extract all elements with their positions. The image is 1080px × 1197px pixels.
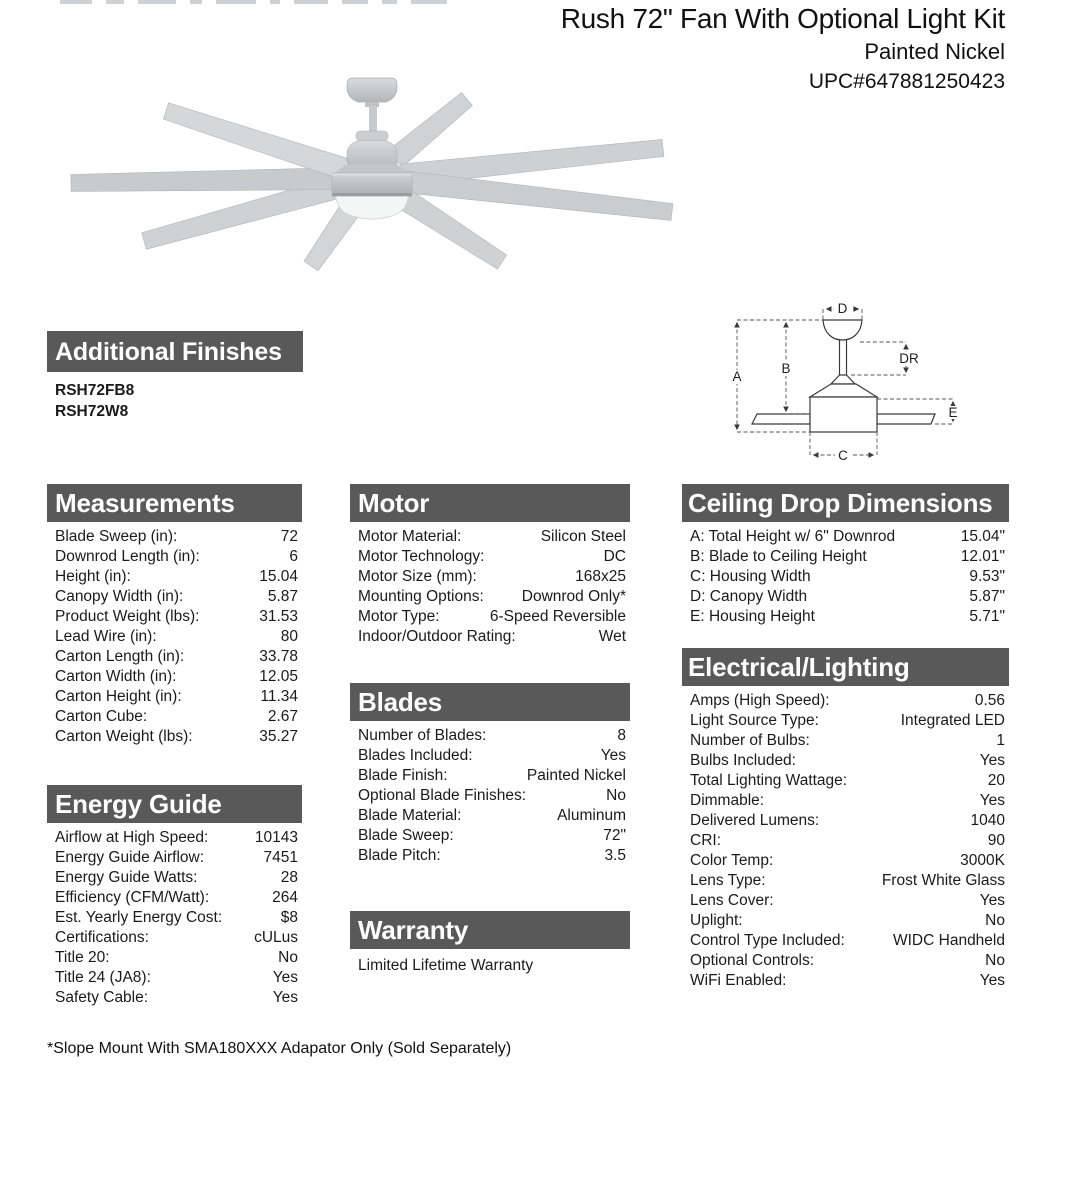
spec-label: Number of Blades: bbox=[358, 727, 487, 744]
logo-fragment bbox=[190, 0, 202, 4]
spec-value: 8 bbox=[617, 727, 626, 744]
spec-value: Wet bbox=[598, 628, 626, 645]
spec-row bbox=[682, 911, 1009, 931]
spec-row bbox=[47, 828, 302, 848]
spec-row bbox=[350, 627, 630, 647]
footnote: *Slope Mount With SMA180XXX Adapator Only (Sold Separately) bbox=[47, 1040, 512, 1057]
spec-row bbox=[47, 547, 302, 567]
spec-row bbox=[682, 971, 1009, 991]
spec-value: Yes bbox=[979, 792, 1005, 809]
spec-label: Blades Included: bbox=[358, 747, 473, 764]
section-motor bbox=[350, 484, 630, 647]
finish-model-number: RSH72FB8 bbox=[55, 382, 135, 399]
spec-row bbox=[47, 627, 302, 647]
section-header: Warranty bbox=[350, 911, 630, 949]
spec-row bbox=[682, 931, 1009, 951]
spec-value: 90 bbox=[987, 832, 1005, 849]
spec-row bbox=[682, 851, 1009, 871]
spec-value: 5.87 bbox=[267, 588, 298, 605]
spec-row bbox=[47, 908, 302, 928]
spec-label: WiFi Enabled: bbox=[690, 972, 787, 989]
spec-row bbox=[47, 527, 302, 547]
section-warranty bbox=[350, 911, 630, 976]
logo-fragment bbox=[216, 0, 256, 4]
spec-value: 168x25 bbox=[575, 568, 626, 585]
canopy bbox=[347, 78, 397, 102]
spec-label: Lens Cover: bbox=[690, 892, 774, 909]
spec-label: D: Canopy Width bbox=[690, 588, 808, 605]
spec-row bbox=[350, 766, 630, 786]
spec-row bbox=[682, 831, 1009, 851]
spec-value: 10143 bbox=[254, 829, 298, 846]
spec-row bbox=[350, 786, 630, 806]
spec-label: Airflow at High Speed: bbox=[55, 829, 209, 846]
spec-value: 12.05 bbox=[259, 668, 298, 685]
spec-row bbox=[350, 726, 630, 746]
spec-row bbox=[350, 587, 630, 607]
logo-fragment bbox=[138, 0, 176, 4]
spec-label: Title 24 (JA8): bbox=[55, 969, 151, 986]
spec-label: Motor Technology: bbox=[358, 548, 485, 565]
spec-rows bbox=[47, 522, 302, 747]
spec-rows bbox=[350, 721, 630, 866]
section-header: Electrical/Lighting bbox=[682, 648, 1009, 686]
spec-label: Lens Type: bbox=[690, 872, 766, 889]
section-electrical-lighting bbox=[682, 648, 1009, 991]
section-blades bbox=[350, 683, 630, 866]
spec-row bbox=[682, 547, 1009, 567]
logo-fragment bbox=[270, 0, 280, 4]
spec-value: Yes bbox=[979, 752, 1005, 769]
dim-label-e: E bbox=[948, 405, 958, 420]
spec-row bbox=[47, 928, 302, 948]
spec-value: No bbox=[606, 787, 626, 804]
spec-row bbox=[682, 711, 1009, 731]
product-photo-fan bbox=[55, 60, 680, 295]
section-ceiling-drop-dimensions bbox=[682, 484, 1009, 627]
spec-row bbox=[47, 667, 302, 687]
spec-label: Blade Pitch: bbox=[358, 847, 441, 864]
spec-label: E: Housing Height bbox=[690, 608, 815, 625]
spec-value: 15.04 bbox=[259, 568, 298, 585]
spec-row bbox=[47, 647, 302, 667]
spec-row bbox=[682, 811, 1009, 831]
spec-value: Yes bbox=[272, 969, 298, 986]
spec-row bbox=[350, 607, 630, 627]
spec-row bbox=[682, 951, 1009, 971]
spec-label: Delivered Lumens: bbox=[690, 812, 820, 829]
logo-fragment bbox=[106, 0, 124, 4]
spec-row bbox=[682, 527, 1009, 547]
drum-highlight bbox=[332, 174, 412, 176]
page-title: Rush 72" Fan With Optional Light Kit bbox=[560, 3, 1005, 34]
fan-blade bbox=[388, 93, 472, 168]
spec-label: Blade Material: bbox=[358, 807, 462, 824]
spec-row bbox=[350, 527, 630, 547]
spec-value: 3.5 bbox=[604, 847, 626, 864]
spec-row bbox=[682, 751, 1009, 771]
spec-value: $8 bbox=[280, 909, 298, 926]
spec-label: C: Housing Width bbox=[690, 568, 811, 585]
spec-value: 264 bbox=[272, 889, 298, 906]
spec-row bbox=[682, 771, 1009, 791]
spec-value: 6-Speed Reversible bbox=[489, 608, 626, 625]
spec-label: Carton Cube: bbox=[55, 708, 148, 725]
fan-blade bbox=[163, 103, 347, 179]
logo-fragment bbox=[382, 0, 397, 4]
spec-value: 72" bbox=[603, 827, 626, 844]
spec-rows bbox=[47, 823, 302, 1008]
spec-row bbox=[682, 871, 1009, 891]
spec-label: Motor Material: bbox=[358, 528, 462, 545]
spec-row bbox=[47, 848, 302, 868]
dim-label-dr: DR bbox=[899, 351, 919, 366]
spec-row bbox=[47, 968, 302, 988]
spec-row bbox=[47, 868, 302, 888]
spec-row bbox=[682, 587, 1009, 607]
spec-row bbox=[47, 587, 302, 607]
spec-row bbox=[682, 791, 1009, 811]
spec-value: Yes bbox=[272, 989, 298, 1006]
spec-label: Color Temp: bbox=[690, 852, 774, 869]
spec-row bbox=[47, 727, 302, 747]
logo-fragment bbox=[411, 0, 447, 4]
section-header: Additional Finishes bbox=[47, 331, 303, 372]
logo-fragment bbox=[342, 0, 368, 4]
spec-row bbox=[682, 607, 1009, 627]
section-header: Motor bbox=[350, 484, 630, 522]
spec-value: 20 bbox=[987, 772, 1005, 789]
diagram-blade-left bbox=[752, 414, 810, 424]
upc-code: UPC#647881250423 bbox=[808, 70, 1005, 93]
spec-row bbox=[47, 567, 302, 587]
spec-label: Energy Guide Airflow: bbox=[55, 849, 205, 866]
spec-row bbox=[47, 988, 302, 1008]
spec-value: Downrod Only* bbox=[521, 588, 626, 605]
spec-label: CRI: bbox=[690, 832, 721, 849]
light-ring bbox=[332, 193, 412, 197]
spec-label: Dimmable: bbox=[690, 792, 765, 809]
warranty-text: Limited Lifetime Warranty bbox=[358, 957, 534, 974]
spec-value: Aluminum bbox=[557, 807, 626, 824]
spec-value: Silicon Steel bbox=[540, 528, 626, 545]
spec-label: Indoor/Outdoor Rating: bbox=[358, 628, 516, 645]
section-additional-finishes bbox=[47, 331, 303, 422]
spec-label: Efficiency (CFM/Watt): bbox=[55, 889, 210, 906]
spec-value: 1040 bbox=[970, 812, 1005, 829]
spec-value: 7451 bbox=[263, 849, 298, 866]
diagram-canopy bbox=[823, 320, 862, 340]
spec-label: Amps (High Speed): bbox=[690, 692, 830, 709]
spec-value: 33.78 bbox=[259, 648, 298, 665]
spec-label: Lead Wire (in): bbox=[55, 628, 157, 645]
spec-label: Carton Length (in): bbox=[55, 648, 185, 665]
spec-label: A: Total Height w/ 6" Downrod bbox=[690, 528, 896, 545]
spec-value: No bbox=[985, 952, 1005, 969]
spec-value: Painted Nickel bbox=[526, 767, 626, 784]
downrod bbox=[370, 105, 377, 134]
diagram-blade-right bbox=[877, 414, 935, 424]
spec-value: 12.01" bbox=[960, 548, 1005, 565]
dim-label-a: A bbox=[732, 369, 742, 384]
spec-value: Yes bbox=[600, 747, 626, 764]
section-header: Blades bbox=[350, 683, 630, 721]
diagram-housing bbox=[810, 397, 877, 432]
finish-item-list bbox=[47, 372, 303, 422]
spec-row bbox=[350, 846, 630, 866]
spec-value: DC bbox=[603, 548, 626, 565]
spec-label: Light Source Type: bbox=[690, 712, 819, 729]
fan-canopy-downrod bbox=[347, 78, 397, 134]
dim-label-c: C bbox=[838, 448, 848, 463]
spec-label: Energy Guide Watts: bbox=[55, 869, 198, 886]
spec-value: 28 bbox=[280, 869, 298, 886]
dimension-diagram bbox=[705, 287, 985, 472]
spec-value: 2.67 bbox=[267, 708, 298, 725]
spec-row bbox=[47, 607, 302, 627]
spec-value: 5.87" bbox=[969, 588, 1005, 605]
spec-rows bbox=[682, 522, 1009, 627]
spec-label: Mounting Options: bbox=[358, 588, 484, 605]
spec-value: Yes bbox=[979, 892, 1005, 909]
spec-value: 0.56 bbox=[974, 692, 1005, 709]
section-header: Ceiling Drop Dimensions bbox=[682, 484, 1009, 522]
spec-value: No bbox=[985, 912, 1005, 929]
spec-label: Motor Type: bbox=[358, 608, 440, 625]
spec-value: 15.04" bbox=[960, 528, 1005, 545]
spec-row bbox=[47, 707, 302, 727]
spec-rows bbox=[350, 522, 630, 647]
spec-value: 5.71" bbox=[969, 608, 1005, 625]
spec-label: Uplight: bbox=[690, 912, 743, 929]
spec-label: Carton Width (in): bbox=[55, 668, 177, 685]
spec-label: Height (in): bbox=[55, 568, 131, 585]
spec-value: 72 bbox=[280, 528, 298, 545]
spec-label: Est. Yearly Energy Cost: bbox=[55, 909, 223, 926]
dim-label-d: D bbox=[837, 301, 848, 316]
fan-blade bbox=[71, 168, 342, 192]
spec-row bbox=[682, 567, 1009, 587]
spec-label: Product Weight (lbs): bbox=[55, 608, 200, 625]
spec-value: Integrated LED bbox=[900, 712, 1005, 729]
spec-label: Control Type Included: bbox=[690, 932, 845, 949]
spec-value: 1 bbox=[996, 732, 1005, 749]
spec-row bbox=[682, 691, 1009, 711]
section-energy-guide bbox=[47, 785, 302, 1008]
spec-label: Optional Blade Finishes: bbox=[358, 787, 527, 804]
spec-value: 80 bbox=[280, 628, 298, 645]
spec-value: 9.53" bbox=[969, 568, 1005, 585]
spec-row bbox=[350, 567, 630, 587]
spec-row bbox=[47, 888, 302, 908]
spec-label: Blade Finish: bbox=[358, 767, 448, 784]
logo-fragment bbox=[60, 0, 92, 4]
spec-row bbox=[350, 547, 630, 567]
spec-value: 31.53 bbox=[259, 608, 298, 625]
spec-label: Carton Height (in): bbox=[55, 688, 182, 705]
spec-label: Downrod Length (in): bbox=[55, 548, 200, 565]
section-header: Measurements bbox=[47, 484, 302, 522]
spec-value: 11.34 bbox=[260, 688, 298, 705]
logo-fragment bbox=[294, 0, 328, 4]
spec-label: Certifications: bbox=[55, 929, 149, 946]
spec-row bbox=[350, 826, 630, 846]
spec-value: Yes bbox=[979, 972, 1005, 989]
dim-label-b: B bbox=[781, 361, 791, 376]
spec-label: Motor Size (mm): bbox=[358, 568, 477, 585]
spec-rows bbox=[682, 686, 1009, 991]
spec-value: WIDC Handheld bbox=[893, 932, 1005, 949]
diagram-shoulder bbox=[810, 384, 877, 397]
spec-row bbox=[350, 746, 630, 766]
spec-row bbox=[47, 687, 302, 707]
motor-cap bbox=[356, 131, 388, 141]
cropped-logo-strip bbox=[60, 0, 480, 6]
spec-label: Safety Cable: bbox=[55, 989, 149, 1006]
section-header: Energy Guide bbox=[47, 785, 302, 823]
spec-label: Blade Sweep (in): bbox=[55, 528, 178, 545]
spec-label: B: Blade to Ceiling Height bbox=[690, 548, 867, 565]
spec-label: Canopy Width (in): bbox=[55, 588, 184, 605]
spec-value: 35.27 bbox=[259, 728, 298, 745]
spec-row bbox=[47, 948, 302, 968]
spec-value: cULus bbox=[254, 929, 298, 946]
spec-label: Number of Bulbs: bbox=[690, 732, 810, 749]
spec-value: 6 bbox=[289, 548, 298, 565]
motor-drum bbox=[332, 173, 412, 194]
spec-label: Carton Weight (lbs): bbox=[55, 728, 193, 745]
section-measurements bbox=[47, 484, 302, 747]
diagram-flare bbox=[831, 375, 855, 384]
spec-value: No bbox=[278, 949, 298, 966]
finish-model-number: RSH72W8 bbox=[55, 402, 129, 420]
spec-label: Optional Controls: bbox=[690, 952, 815, 969]
spec-value: Frost White Glass bbox=[881, 872, 1005, 889]
spec-row bbox=[682, 891, 1009, 911]
finish-subtitle: Painted Nickel bbox=[864, 39, 1005, 64]
spec-value: 3000K bbox=[960, 852, 1005, 869]
spec-row bbox=[682, 731, 1009, 751]
spec-row bbox=[350, 806, 630, 826]
spec-label: Title 20: bbox=[55, 949, 110, 966]
spec-label: Total Lighting Wattage: bbox=[690, 772, 848, 789]
spec-label: Blade Sweep: bbox=[358, 827, 454, 844]
spec-label: Bulbs Included: bbox=[690, 752, 796, 769]
